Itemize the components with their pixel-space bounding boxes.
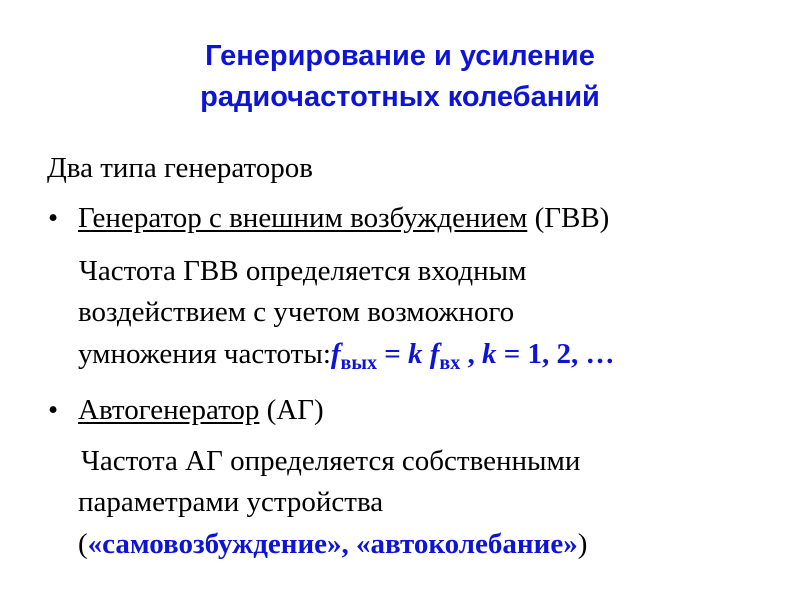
bullet-1: • xyxy=(48,202,59,234)
formula-sub-in: вх xyxy=(439,352,461,374)
formula-equals: = xyxy=(376,338,408,370)
item-2-desc-line-2: параметрами устройства xyxy=(78,486,384,518)
item-2-desc-line-3 xyxy=(78,524,587,564)
formula-separator: , xyxy=(460,338,482,370)
item-2-terms: «самовозбуждение», «автоколебание» xyxy=(87,528,578,560)
formula-k: k xyxy=(408,338,423,370)
item-2-paren-close: ) xyxy=(577,528,588,560)
intro-text: Два типа генераторов xyxy=(47,152,313,184)
item-2-abbr: (АГ) xyxy=(259,394,324,426)
formula-f-in: f xyxy=(422,338,440,370)
item-1-desc-line-1: Частота ГВВ определяется входным xyxy=(79,255,527,287)
item-2-term: Автогенератор xyxy=(78,394,260,426)
item-1-desc-line-3 xyxy=(78,334,615,377)
formula-f-out: f xyxy=(330,338,341,370)
item-1-desc-line-2: воздействием с учетом возможного xyxy=(78,296,515,328)
formula-k-values: = 1, 2, … xyxy=(496,338,615,370)
bullet-2: • xyxy=(48,394,59,426)
item-1-desc-text: умножения частоты: xyxy=(78,338,331,370)
item-1-term: Генератор с внешним возбуждением xyxy=(78,202,528,234)
frequency-formula xyxy=(330,338,615,374)
formula-k-values-var: k xyxy=(481,338,497,370)
slide-title-line-1: Генерирование и усиление xyxy=(205,40,595,72)
item-2-paren-open: ( xyxy=(78,528,88,560)
item-2-heading xyxy=(78,390,324,430)
slide-title-line-2: радиочастотных колебаний xyxy=(200,81,600,113)
item-1-heading xyxy=(78,198,609,238)
item-2-desc-line-1: Частота АГ определяется собственными xyxy=(81,445,581,477)
formula-sub-out: вых xyxy=(340,352,377,374)
item-1-abbr: (ГВВ) xyxy=(527,202,610,234)
